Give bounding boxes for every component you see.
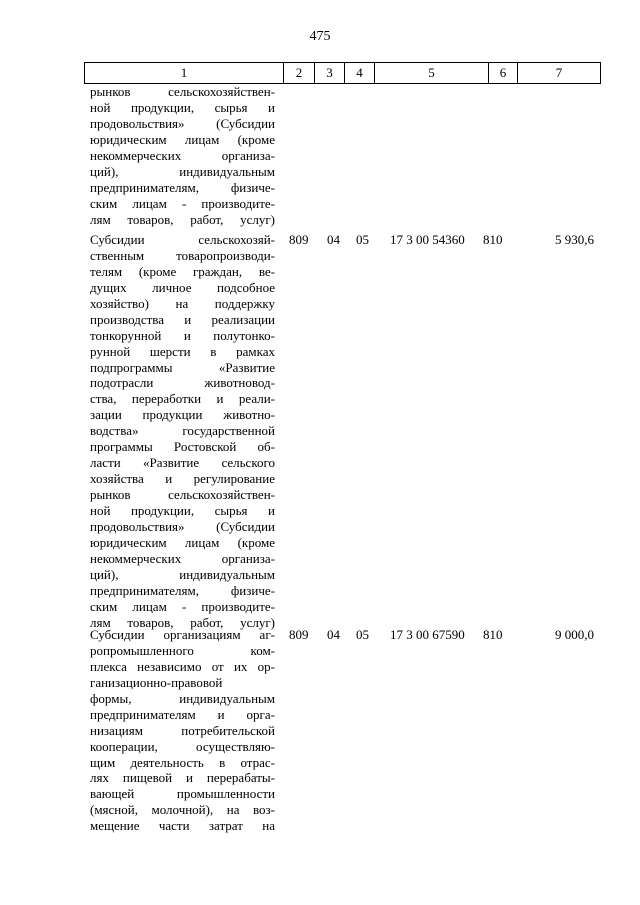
description-line: ной продукции, сырья и <box>90 99 275 115</box>
header-col-6: 6 <box>489 63 518 83</box>
cell-col-4: 05 <box>356 232 369 247</box>
description-line: телям (кроме граждан, ве- <box>90 263 275 279</box>
description-line: мещение части затрат на <box>90 818 275 834</box>
description-line: продовольствия» (Субсидии <box>90 115 275 131</box>
cell-col-2: 809 <box>289 232 309 247</box>
cell-col-5: 17 3 00 67590 <box>390 627 465 642</box>
cell-col-7: 9 000,0 <box>555 627 594 642</box>
description-line: производства и реализации <box>90 311 275 327</box>
header-col-2: 2 <box>284 63 315 83</box>
description-line: рынков сельскохозяйствен- <box>90 487 275 502</box>
cell-col-3: 04 <box>327 232 340 247</box>
description-line: подпрограммы «Развитие <box>90 359 275 375</box>
description-line: кооперации, осуществляю- <box>90 738 275 754</box>
description-line: продовольствия» (Субсидии <box>90 518 275 534</box>
cell-col-7: 5 930,6 <box>555 232 594 247</box>
cell-col-4: 05 <box>356 627 369 642</box>
page-number: 475 <box>309 29 331 44</box>
description-line: Субсидии сельскохозяй- <box>90 232 275 247</box>
description-line: ной продукции, сырья и <box>90 502 275 518</box>
header-col-1: 1 <box>85 63 284 83</box>
header-col-4: 4 <box>345 63 375 83</box>
description-line: предпринимателям и орга- <box>90 706 275 722</box>
description-line: лям товаров, работ, услуг) <box>90 614 275 630</box>
description-line: ганизационно-правовой <box>90 674 223 690</box>
description-line: ским лицам - производите- <box>90 195 275 211</box>
cell-col-6: 810 <box>483 627 503 642</box>
description-line: рынков сельскохозяйствен- <box>90 84 275 99</box>
table-header <box>84 62 601 84</box>
description-line: формы, индивидуальным <box>90 690 275 706</box>
description-line: Субсидии организациям аг- <box>90 627 275 642</box>
description-line: юридическим лицам (кроме <box>90 534 275 550</box>
description-line: зации продукции животно- <box>90 407 275 423</box>
description-line: щим деятельность в отрас- <box>90 754 275 770</box>
row-description <box>90 232 275 630</box>
description-line: некоммерческих организа- <box>90 147 275 163</box>
description-line: низациям потребительской <box>90 722 275 738</box>
description-line: ций), индивидуальным <box>90 566 275 582</box>
cell-col-6: 810 <box>483 232 503 247</box>
description-line: ским лицам - производите- <box>90 598 275 614</box>
description-line: хозяйства и регулирование <box>90 471 275 487</box>
row-description <box>90 84 275 227</box>
header-col-3: 3 <box>315 63 345 83</box>
header-col-7: 7 <box>555 65 563 80</box>
description-line: ций), индивидуальным <box>90 163 275 179</box>
row-description <box>90 627 275 834</box>
description-line: ропромышленного ком- <box>90 642 275 658</box>
cell-col-5: 17 3 00 54360 <box>390 232 465 247</box>
description-line: предпринимателям, физиче- <box>90 582 275 598</box>
description-line: лям товаров, работ, услуг) <box>90 211 275 227</box>
cell-col-3: 04 <box>327 627 340 642</box>
description-line: (мясной, молочной), на воз- <box>90 802 275 818</box>
description-line: ственным товаропроизводи- <box>90 247 275 263</box>
description-line: программы Ростовской об- <box>90 439 275 455</box>
description-line: ласти «Развитие сельского <box>90 455 275 471</box>
description-line: тонкорунной и полутонко- <box>90 327 275 343</box>
header-col-5: 5 <box>375 63 489 83</box>
description-line: предпринимателям, физиче- <box>90 179 275 195</box>
description-line: хозяйство) на поддержку <box>90 295 275 311</box>
description-line: водства» государственной <box>90 423 275 439</box>
description-line: ства, переработки и реали- <box>90 391 275 407</box>
description-line: плекса независимо от их ор- <box>90 658 275 674</box>
description-line: некоммерческих организа- <box>90 550 275 566</box>
description-line: дущих личное подсобное <box>90 279 275 295</box>
description-line: вающей промышленности <box>90 786 275 802</box>
description-line: подотрасли животновод- <box>90 375 275 391</box>
description-line: лях пищевой и перерабаты- <box>90 770 275 786</box>
cell-col-2: 809 <box>289 627 309 642</box>
description-line: рунной шерсти в рамках <box>90 343 275 359</box>
description-line: юридическим лицам (кроме <box>90 131 275 147</box>
